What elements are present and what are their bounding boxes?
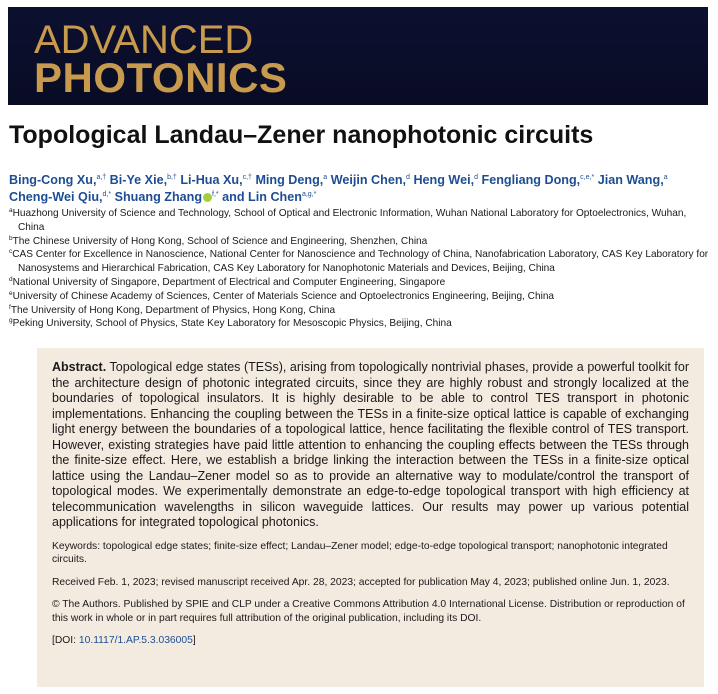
affiliation: $^e$University of Chinese Academy of Sciences, Center of Materials Science and Optoelectronics Engineering, Beijing, China bbox=[9, 289, 555, 302]
journal-name-line1: ADVANCED bbox=[34, 18, 254, 62]
author[interactable]: Ming Deng, bbox=[255, 173, 324, 187]
author[interactable]: Cheng-Wei Qiu, bbox=[9, 190, 103, 204]
author[interactable]: Jian Wang, bbox=[597, 173, 664, 187]
author[interactable]: Bing-Cong Xu, bbox=[9, 173, 97, 187]
author[interactable]: Weijin Chen, bbox=[330, 173, 407, 187]
author[interactable]: Bi-Ye Xie, bbox=[109, 173, 168, 187]
doi-link[interactable]: 10.1117/1.AP.5.3.036005 bbox=[78, 635, 193, 646]
abstract-label: Abstract. bbox=[52, 360, 107, 374]
affiliation: $^f$The University of Hong Kong, Department of Physics, Hong Kong, China bbox=[9, 303, 336, 316]
journal-banner bbox=[8, 7, 708, 105]
abstract-box bbox=[37, 348, 704, 687]
publication-history: Received Feb. 1, 2023; revised manuscript received Apr. 28, 2023; accepted for publication May 4, 2023; published online Jun. 1, 2023. bbox=[52, 576, 670, 588]
article-title: Topological Landau–Zener nanophotonic circuits bbox=[9, 121, 594, 149]
author[interactable]: and Lin Chen bbox=[222, 190, 302, 204]
affiliation: $^d$National University of Singapore, Department of Electrical and Computer Engineering, Singapore bbox=[9, 275, 446, 288]
author[interactable]: Li-Hua Xu, bbox=[180, 173, 243, 187]
affiliation: $^b$The Chinese University of Hong Kong, School of Science and Engineering, Shenzhen, China bbox=[9, 234, 428, 247]
affiliation-list bbox=[9, 207, 713, 331]
author[interactable]: Heng Wei, bbox=[413, 173, 475, 187]
journal-name-line2: PHOTONICS bbox=[34, 54, 288, 101]
keywords: Keywords: topological edge states; finite-size effect; Landau–Zener model; edge-to-edge topological transport; nanophotonic integrated circuits. bbox=[52, 540, 668, 565]
orcid-icon[interactable] bbox=[203, 193, 212, 202]
affiliation: $^c$CAS Center for Excellence in Nanoscience, National Center for Nanoscience and Technology of China, Nanofabrication Laboratory, CAS Key Laboratory for Nanosystems and Hierarchical Fabrication, CAS Key Laboratory for Nanophotonic Materials and Devices, Beijing, China bbox=[9, 248, 709, 275]
affiliation: $^a$Huazhong University of Science and Technology, School of Optical and Electronic Information, Wuhan National Laboratory for Optoelectronics, Wuhan, China bbox=[9, 207, 687, 233]
affiliation: $^g$Peking University, School of Physics, State Key Laboratory for Mesoscopic Physics, Beijing, China bbox=[9, 317, 452, 330]
author[interactable]: Shuang Zhang bbox=[114, 190, 203, 204]
author-list: Bing-Cong Xu,$^{a,\dagger}$ Bi-Ye Xie,$^{b,\dagger}$ Li-Hua Xu,$^{c,\dagger}$ Ming Deng,$^a$ Weijin Chen,$^d$ Heng Wei,$^d$ Fengliang Dong,$^{c,e,*}$ Jian Wang,$^a$ Cheng-Wei Qiu,$^{d,*}$ Shuang Zhang $^{f,*}$ and Lin Chen$^{a,g,*}$ bbox=[9, 173, 668, 204]
doi-line: [DOI: 10.1117/1.AP.5.3.036005] bbox=[52, 635, 196, 646]
abstract-body: Topological edge states (TESs), arising from topologically nontrivial phases, provide a powerful toolkit for the architecture design of photonic integrated circuits, since they are highly robust and strongly localized at the boundaries of topological insulators. It is highly desirable to be able to control TES transport in photonic implementations. Enhancing the coupling between the TESs in a finite-size optical lattice is capable of exchanging light energy between the boundaries of a topological lattice, hence facilitating the flexible control of TES transport. However, existing strategies have paid little attention to enhancing the coupling effects between the TESs through the finite-size effect. Here, we establish a bridge linking the interaction between the TESs in a finite-size optical lattice using the Landau–Zener model so as to provide an alternative way to modulate/control the transport of topological modes. We experimentally demonstrate an edge-to-edge topological transport with high efficiency at telecommunication wavelengths in silicon waveguide lattices. Our results may power up various potential applications for integrated topological photonics. bbox=[52, 360, 689, 529]
author[interactable]: Fengliang Dong, bbox=[481, 173, 581, 187]
abstract bbox=[52, 360, 689, 531]
license-statement: © The Authors. Published by SPIE and CLP under a Creative Commons Attribution 4.0 International License. Distribution or reproduction of this work in whole or in part requires full attribution of the original publication, including its DOI. bbox=[52, 599, 685, 624]
